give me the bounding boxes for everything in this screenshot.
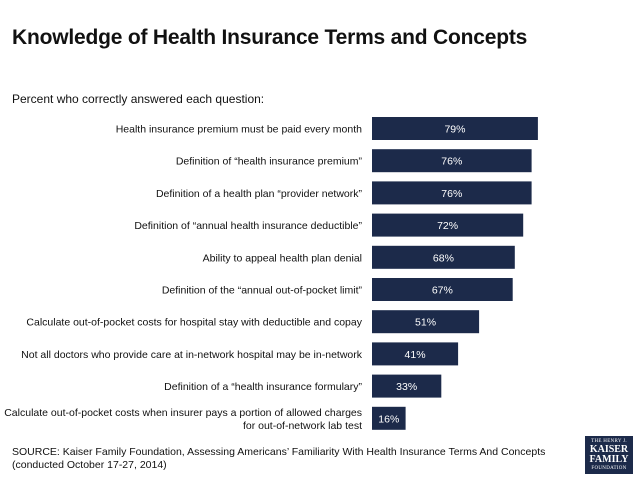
logo-line2: KAISER: [589, 444, 629, 455]
category-label: Definition of a health plan “provider network”: [155, 187, 362, 200]
category-label: Definition of “health insurance premium”: [175, 155, 362, 168]
bar-value-label: 68%: [432, 252, 454, 265]
category-label: Calculate out-of-pocket costs when insurer pays a portion of allowed charges: [4, 406, 362, 419]
chart-subtitle: Percent who correctly answered each question:: [12, 92, 265, 106]
chart-title: Knowledge of Health Insurance Terms and Concepts: [12, 26, 528, 49]
category-label: Health insurance premium must be paid every month: [115, 123, 362, 136]
bar-value-label: 51%: [415, 316, 437, 329]
bar-value-label: 76%: [441, 187, 463, 200]
category-label: Not all doctors who provide care at in-network hospital may be in-network: [21, 348, 362, 361]
bar-value-label: 76%: [441, 155, 463, 168]
bar-value-label: 67%: [431, 284, 453, 297]
category-label: Ability to appeal health plan denial: [202, 252, 362, 265]
logo-line3: FAMILY: [589, 454, 629, 465]
bar-value-label: 79%: [444, 123, 466, 136]
category-label: for out-of-network lab test: [242, 419, 362, 432]
bar-value-label: 41%: [404, 348, 426, 361]
kff-logo: [585, 436, 633, 474]
logo-line1: THE HENRY J.: [591, 439, 627, 444]
bar-value-label: 72%: [437, 220, 459, 233]
category-label: Definition of “annual health insurance deductible”: [134, 220, 362, 233]
bar-value-label: 16%: [378, 413, 400, 426]
source-note: SOURCE: Kaiser Family Foundation, Assessing Americans’ Familiarity With Health Insurance Terms And Concepts (conducted October 17-27, 2014): [12, 446, 546, 471]
category-label: Definition of a “health insurance formulary”: [164, 381, 362, 394]
logo-line4: FOUNDATION: [591, 466, 627, 471]
category-label: Definition of the “annual out-of-pocket limit”: [161, 284, 362, 297]
bar-value-label: 33%: [396, 381, 418, 394]
category-label: Calculate out-of-pocket costs for hospital stay with deductible and copay: [26, 316, 362, 329]
